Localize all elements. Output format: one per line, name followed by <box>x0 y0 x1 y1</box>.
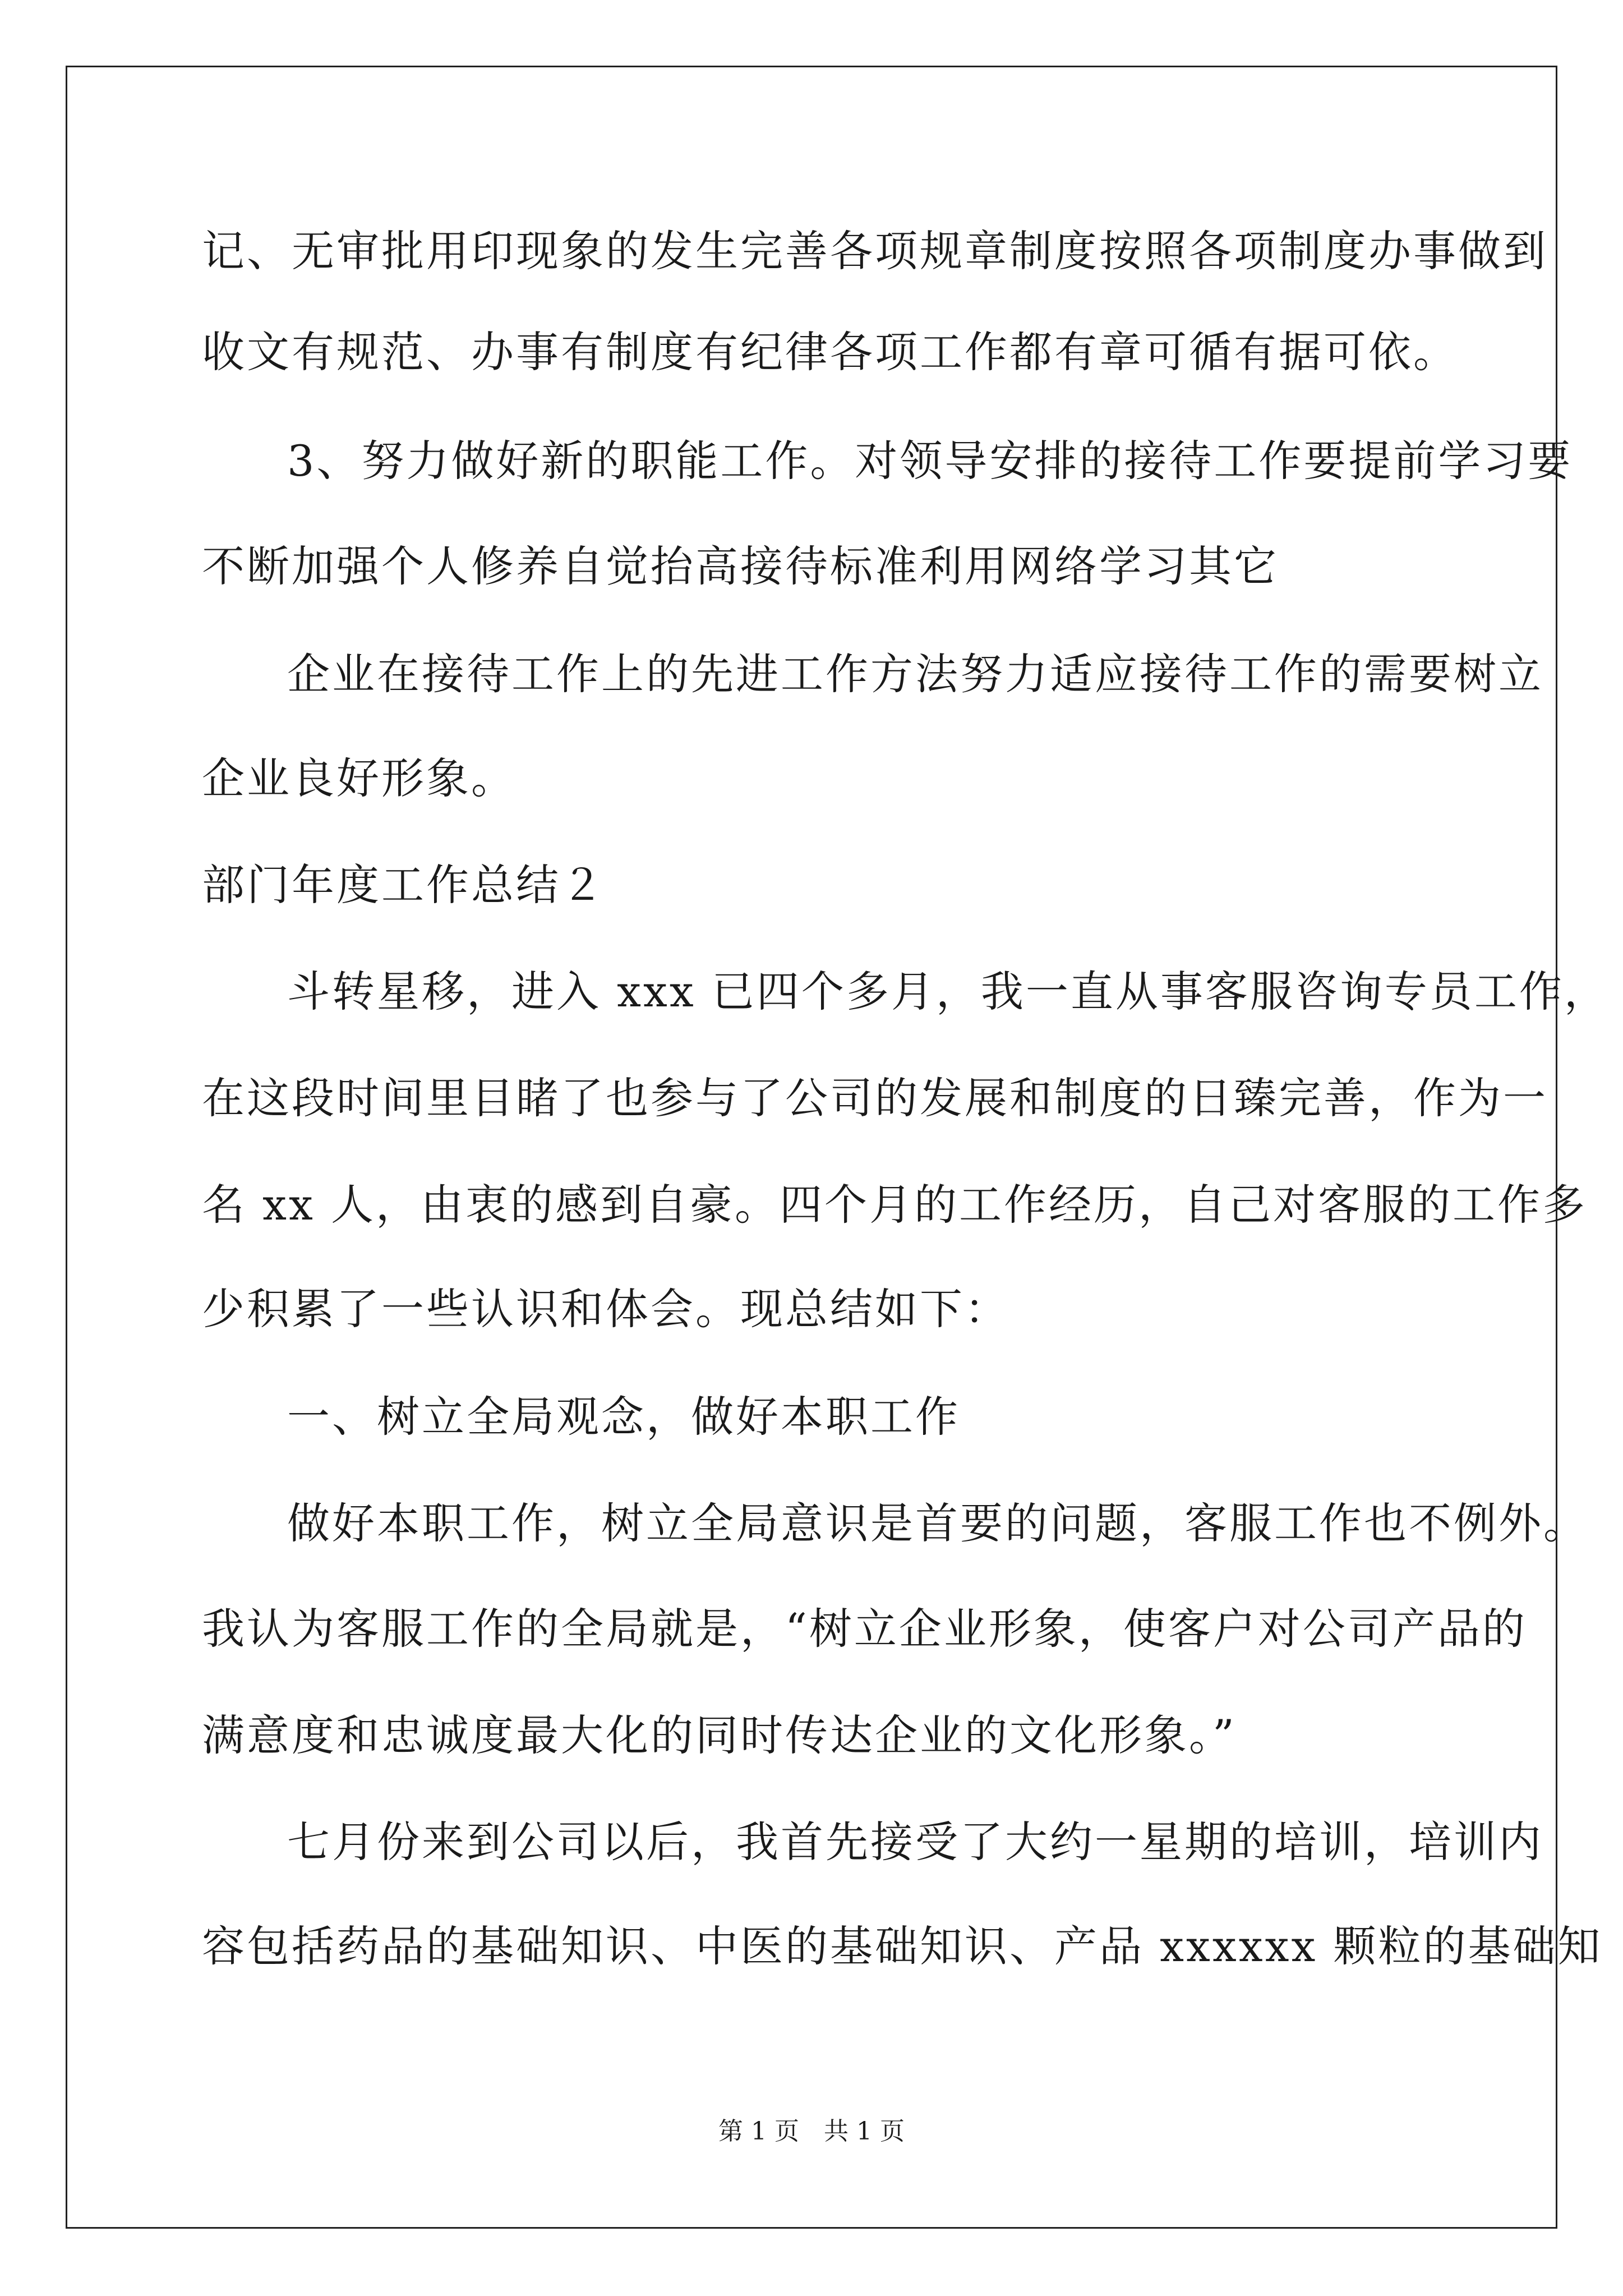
text-line: 记、无审批用印现象的发生完善各项规章制度按照各项制度办事做到 <box>202 226 1548 276</box>
text-line: 企业在接待工作上的先进工作方法努力适应接待工作的需要树立 <box>287 649 1543 699</box>
text-line: 满意度和忠诚度最大化的同时传达企业的文化形象。” <box>202 1710 1237 1760</box>
text-line: 企业良好形象。 <box>202 753 516 803</box>
text-line: 在这段时间里目睹了也参与了公司的发展和制度的日臻完善，作为一 <box>202 1073 1548 1123</box>
text-line: 我认为客服工作的全局就是，“树立企业形象，使客户对公司产品的 <box>202 1604 1527 1654</box>
text-line: 名 xx 人，由衷的感到自豪。四个月的工作经历，自己对客服的工作多 <box>202 1180 1588 1230</box>
page-border <box>66 66 1557 2229</box>
text-line: 不断加强个人修养自觉抬高接待标准利用网络学习其它 <box>202 541 1279 591</box>
text-line: 少积累了一些认识和体会。现总结如下： <box>202 1284 1009 1334</box>
text-line: 收文有规范、办事有制度有纪律各项工作都有章可循有据可依。 <box>202 327 1458 377</box>
section-title: 部门年度工作总结２ <box>202 860 606 910</box>
text-line: 3、努力做好新的职能工作。对领导安排的接待工作要提前学习要 <box>287 436 1573 486</box>
text-line: 斗转星移，进入 xxx 已四个多月，我一直从事客服咨询专员工作， <box>287 967 1609 1016</box>
text-line: 容包括药品的基础知识、中医的基础知识、产品 xxxxxx 颗粒的基础知 <box>202 1921 1603 1971</box>
text-line: 做好本职工作，树立全局意识是首要的问题，客服工作也不例外。 <box>287 1498 1588 1548</box>
text-line: 七月份来到公司以后，我首先接受了大约一星期的培训，培训内 <box>287 1817 1543 1867</box>
subheading: 一、树立全局观念，做好本职工作 <box>287 1392 960 1442</box>
page-footer: 第 1 页 共 1 页 <box>718 2117 905 2146</box>
